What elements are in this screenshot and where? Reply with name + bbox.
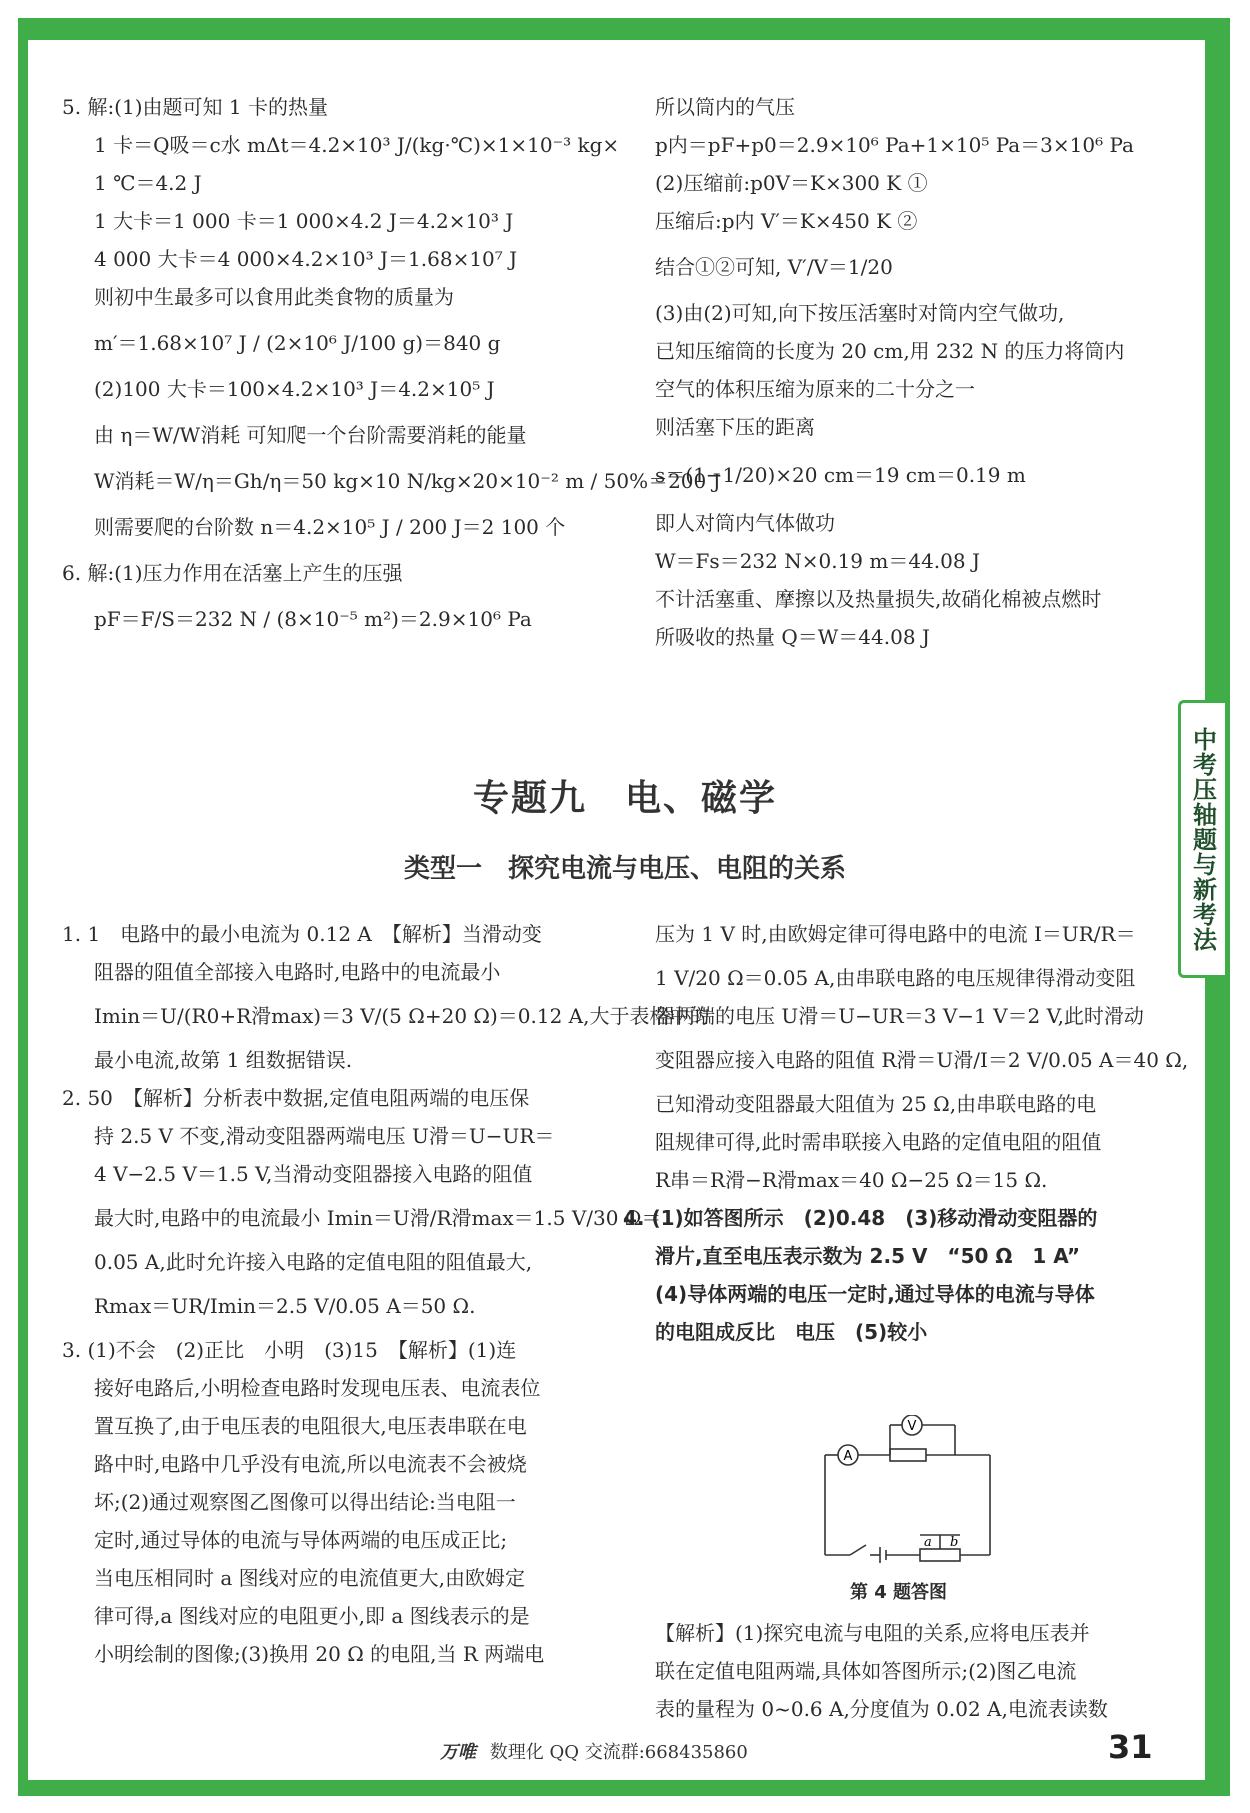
formula-line: pF＝F/S＝232 N / (8×10⁻⁵ m²)＝2.9×10⁶ Pa: [94, 607, 532, 631]
text-line: 5. 解:(1)由题可知 1 卡的热量: [62, 95, 328, 119]
subsection-title: 类型一 探究电流与电压、电阻的关系: [403, 854, 846, 884]
bottom-border: [18, 1780, 1230, 1796]
left-border: [18, 18, 28, 1793]
formula-line: Rmax＝UR/Imin＝2.5 V/0.05 A＝50 Ω.: [94, 1294, 476, 1318]
text-line: 所以筒内的气压: [655, 95, 795, 119]
text-line: 即人对筒内气体做功: [655, 511, 835, 535]
section-title: 专题九 电、磁学: [472, 778, 777, 819]
text-line: 定时,通过导体的电流与导体两端的电压成正比;: [94, 1528, 508, 1552]
ammeter-label: A: [843, 1449, 853, 1464]
text-line: 1. 1 电路中的最小电流为 0.12 A 【解析】当滑动变: [62, 922, 542, 946]
text-line: 已知压缩筒的长度为 20 cm,用 232 N 的压力将筒内: [655, 339, 1125, 363]
formula-line: 结合①②可知, V′/V＝1/20: [655, 255, 893, 279]
side-tab-label: 中考压轴题与新考法: [1188, 726, 1217, 952]
formula-line: W消耗＝W/η＝Gh/η＝50 kg×10 N/kg×20×10⁻² m / 50%＝200 J: [94, 469, 721, 493]
brand-logo: 万唯: [440, 1742, 476, 1763]
text-line: 4 000 大卡＝4 000×4.2×10³ J＝1.68×10⁷ J: [94, 247, 518, 271]
right-column-upper: [655, 88, 1160, 656]
text-line: W＝Fs＝232 N×0.19 m＝44.08 J: [655, 549, 980, 573]
text-line: 坏;(2)通过观察图乙图像可以得出结论:当电阻一: [94, 1490, 516, 1514]
text-line: 小明绘制的图像;(3)换用 20 Ω 的电阻,当 R 两端电: [94, 1642, 545, 1666]
text-line: 空气的体积压缩为原来的二十分之一: [655, 377, 975, 401]
text-line: 1 V/20 Ω＝0.05 A,由串联电路的电压规律得滑动变阻: [655, 966, 1136, 990]
voltmeter-label: V: [907, 1419, 917, 1434]
right-column-lower: [623, 915, 1189, 1351]
side-tab: [1178, 700, 1225, 978]
text-line: 律可得,a 图线对应的电阻更小,即 a 图线表示的是: [94, 1604, 530, 1628]
right-column-bottom: [655, 1614, 1160, 1728]
figure-caption: 第 4 题答图: [850, 1582, 948, 1603]
text-line: (2)100 大卡＝100×4.2×10³ J＝4.2×10⁵ J: [94, 377, 495, 401]
text-line: 置互换了,由于电压表的电阻很大,电压表串联在电: [94, 1414, 527, 1438]
formula-line: Imin＝U/(R0+R滑max)＝3 V/(5 Ω+20 Ω)＝0.12 A,大于表格中的: [94, 1004, 710, 1028]
text-line: 已知滑动变阻器最大阻值为 25 Ω,由串联电路的电: [655, 1092, 1097, 1116]
text-line: 阻规律可得,此时需串联接入电路的定值电阻的阻值: [655, 1130, 1102, 1154]
text-line: (4)导体两端的电压一定时,通过导体的电流与导体: [655, 1282, 1095, 1306]
text-line: 6. 解:(1)压力作用在活塞上产生的压强: [62, 561, 403, 585]
text-line: 持 2.5 V 不变,滑动变阻器两端电压 U滑＝U−UR＝: [94, 1124, 555, 1148]
text-line: 1 大卡＝1 000 卡＝1 000×4.2 J＝4.2×10³ J: [94, 209, 514, 233]
formula-line: 最大时,电路中的电流最小 Imin＝U滑/R滑max＝1.5 V/30 Ω＝: [94, 1206, 662, 1230]
slider-label-b: b: [950, 1535, 959, 1550]
text-line: 表的量程为 0~0.6 A,分度值为 0.02 A,电流表读数: [655, 1697, 1108, 1721]
formula-line: 由 η＝W/W消耗 可知爬一个台阶需要消耗的能量: [94, 423, 527, 447]
formula-line: m′＝1.68×10⁷ J / (2×10⁶ J/100 g)＝840 g: [94, 331, 501, 355]
text-line: 4. (1)如答图所示 (2)0.48 (3)移动滑动变阻器的: [623, 1206, 1098, 1230]
text-line: 当电压相同时 a 图线对应的电流值更大,由欧姆定: [94, 1566, 525, 1590]
formula-line: 则需要爬的台阶数 n＝4.2×10⁵ J / 200 J＝2 100 个: [94, 515, 566, 539]
text-line: 滑片,直至电压表示数为 2.5 V “50 Ω 1 A”: [655, 1244, 1081, 1268]
text-line: 1 卡＝Q吸＝c水 mΔt＝4.2×10³ J/(kg·℃)×1×10⁻³ kg×: [94, 133, 620, 157]
text-line: 器两端的电压 U滑＝U−UR＝3 V−1 V＝2 V,此时滑动: [655, 1004, 1144, 1028]
formula-line: 变阻器应接入电路的阻值 R滑＝U滑/I＝2 V/0.05 A＝40 Ω,: [655, 1048, 1189, 1072]
text-line: 的电阻成反比 电压 (5)较小: [655, 1320, 928, 1344]
text-line: 3. (1)不会 (2)正比 小明 (3)15 【解析】(1)连: [62, 1338, 517, 1362]
text-line: 所吸收的热量 Q＝W＝44.08 J: [655, 625, 930, 649]
top-border: [18, 18, 1230, 40]
text-line: 联在定值电阻两端,具体如答图所示;(2)图乙电流: [655, 1659, 1077, 1683]
text-line: 1 ℃＝4.2 J: [94, 171, 202, 195]
text-line: 【解析】(1)探究电流与电阻的关系,应将电压表并: [655, 1621, 1090, 1645]
text-line: 阻器的阻值全部接入电路时,电路中的电流最小: [94, 960, 501, 984]
text-line: (3)由(2)可知,向下按压活塞时对筒内空气做功,: [655, 301, 1065, 325]
text-line: 最小电流,故第 1 组数据错误.: [94, 1048, 353, 1072]
text-line: 不计活塞重、摩擦以及热量损失,故硝化棉被点燃时: [655, 587, 1102, 611]
text-line: p内＝pF+p0＝2.9×10⁶ Pa+1×10⁵ Pa＝3×10⁶ Pa: [655, 133, 1134, 157]
text-line: 路中时,电路中几乎没有电流,所以电流表不会被烧: [94, 1452, 527, 1476]
text-line: 2. 50 【解析】分析表中数据,定值电阻两端的电压保: [62, 1086, 530, 1110]
left-column-lower: [62, 915, 710, 1673]
circuit-diagram: [810, 1415, 1000, 1565]
page-number: 31: [1108, 1728, 1153, 1766]
formula-line: 压为 1 V 时,由欧姆定律可得电路中的电流 I＝UR/R＝: [655, 922, 1136, 946]
left-column-upper: [62, 88, 721, 646]
slider-label-a: a: [924, 1535, 932, 1550]
footer-text: 数理化 QQ 交流群:668435860: [489, 1742, 748, 1763]
footer: [440, 1738, 748, 1764]
text-line: 则初中生最多可以食用此类食物的质量为: [94, 285, 454, 309]
formula-line: s＝(1−1/20)×20 cm＝19 cm＝0.19 m: [655, 463, 1026, 487]
text-line: (2)压缩前:p0V＝K×300 K ①: [655, 171, 928, 195]
text-line: 0.05 A,此时允许接入电路的定值电阻的阻值最大,: [94, 1250, 533, 1274]
text-line: R串＝R滑−R滑max＝40 Ω−25 Ω＝15 Ω.: [655, 1168, 1048, 1192]
text-line: 4 V−2.5 V＝1.5 V,当滑动变阻器接入电路的阻值: [94, 1162, 533, 1186]
text-line: 压缩后:p内 V′＝K×450 K ②: [655, 209, 918, 233]
text-line: 接好电路后,小明检查电路时发现电压表、电流表位: [94, 1376, 541, 1400]
text-line: 则活塞下压的距离: [655, 415, 815, 439]
